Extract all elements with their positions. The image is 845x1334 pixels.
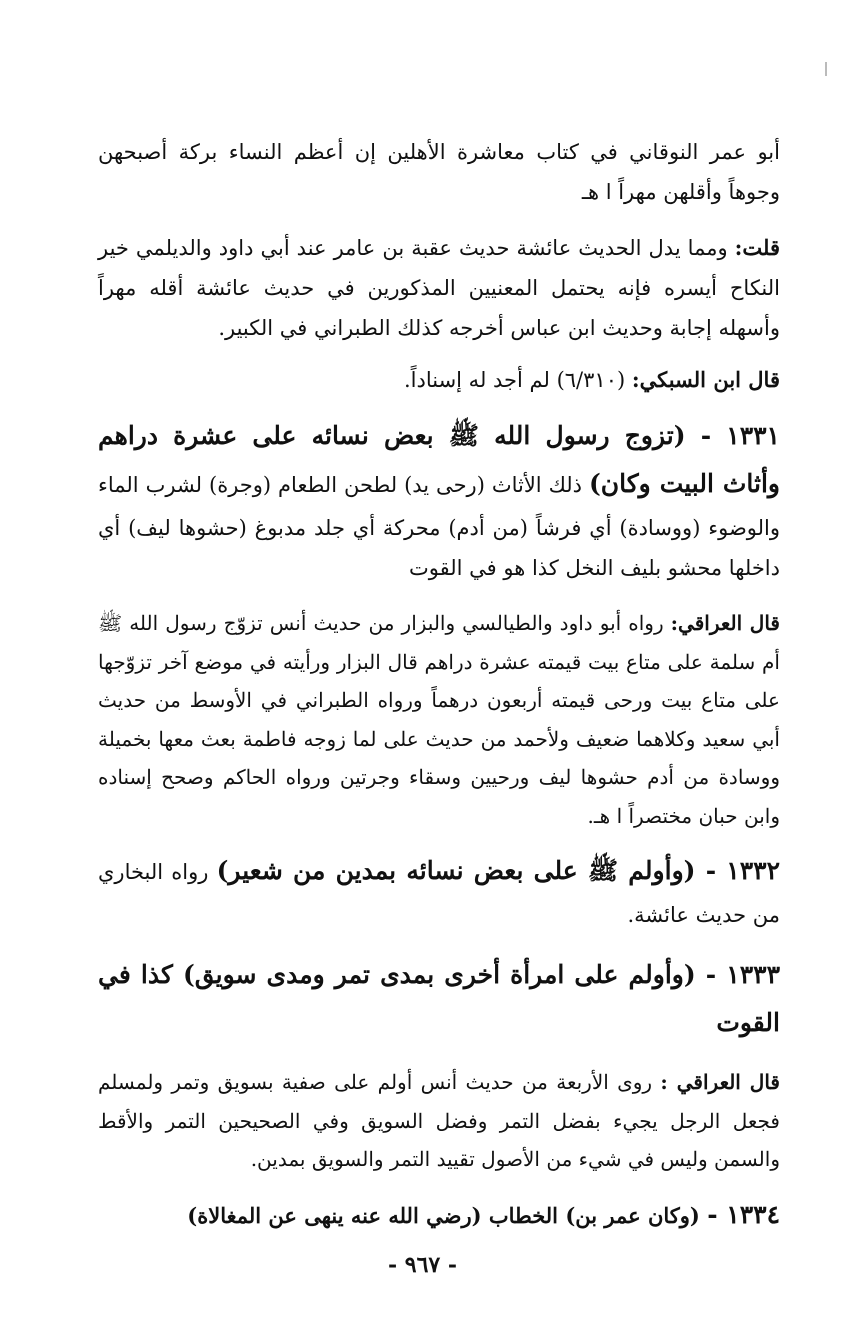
paragraph-iraqi-1-text: رواه أبو داود والطيالسي والبزار من حديث أنس تزوّج رسول الله ﷺ أم سلمة على متاع بيت قيمته عشرة دراهم قال البزار ورأيته في موضع آخر تزوّجها على متاع بيت ورحى قيمته أربعون درهماً ورواه الطبراني في الأوسط من حديث أبي سعيد وكلاهما ضعيف ولأحمد من حديث على لما زوجه فاطمة بعث معها بخميلة ووسادة من أدم حشوها ليف ورحيين وسقاء وجرتين ورواه الحاكم وصحح إسناده وابن حبان مختصراً ا هـ. [98, 611, 780, 828]
hadith-1333 [98, 951, 780, 1047]
paragraph-iraqi-1 [98, 604, 780, 835]
paragraph-2 [98, 228, 780, 348]
hadith-1331-text: ذلك الأثاث (رحى يد) لطحن الطعام (وجرة) لشرب الماء والوضوء (ووسادة) أي فرشاً (من أدم) محركة أي جلد مدبوغ (حشوها ليف) أي داخلها محشو بليف النخل كذا هو في القوت [98, 473, 780, 580]
paragraph-2-lead: قلت: [734, 235, 780, 260]
paragraph-2-text: ومما يدل الحديث عائشة حديث عقبة بن عامر عند أبي داود والديلمي خير النكاح أيسره فإنه يحتمل المعنيين المذكورين في حديث عائشة أقله مهراً وأسهله إجابة وحديث ابن عباس أخرجه كذلك الطبراني في الكبير. [98, 236, 780, 340]
hadith-1334-number: ١٣٣٤ - [707, 1199, 780, 1229]
page-number: - ٩٦٧ - [387, 1252, 458, 1278]
hadith-1332 [98, 847, 780, 935]
paragraph-1 [98, 132, 780, 212]
paragraph-1-text: أبو عمر النوقاني في كتاب معاشرة الأهلين إن أعظم النساء بركة أصبحهن وجوهاً وأقلهن مهراً ا هـ [98, 140, 780, 204]
margin-mark [825, 62, 827, 76]
hadith-1332-text: رواه البخاري من حديث عائشة. [98, 860, 780, 927]
page-body [98, 132, 780, 1236]
hadith-1332-number: ١٣٣٢ - [705, 856, 780, 885]
hadith-1331 [98, 412, 780, 588]
hadith-1331-heading: (تزوج رسول الله ﷺ بعض نسائه على عشرة دراهم وأثاث البيت وكان) [98, 421, 781, 498]
hadith-1332-heading: (وأولم ﷺ على بعض نسائه بمدين من شعير) [216, 856, 706, 885]
hadith-1333-number: ١٣٣٣ - [705, 960, 780, 989]
paragraph-3 [98, 360, 780, 400]
paragraph-iraqi-1-lead: قال العراقي: [670, 611, 780, 635]
hadith-1333-heading: (وأولم على امرأة أخرى بمدى تمر ومدى سويق) كذا في القوت [98, 960, 780, 1037]
paragraph-3-text: (٦/٣١٠) لم أجد له إسناداً. [403, 368, 632, 392]
hadith-1334 [98, 1195, 780, 1236]
paragraph-iraqi-2 [98, 1063, 780, 1179]
hadith-1334-heading: (وكان عمر بن) الخطاب (رضي الله عنه ينهى عن المغالاة) [187, 1202, 708, 1228]
paragraph-3-lead: قال ابن السبكي: [631, 367, 780, 392]
hadith-1331-number: ١٣٣١ - [700, 421, 780, 450]
paragraph-iraqi-2-lead: قال العراقي : [660, 1070, 780, 1094]
paragraph-iraqi-2-text: روى الأربعة من حديث أنس أولم على صفية بسويق وتمر ولمسلم فجعل الرجل يجيء بفضل التمر وفضل السويق وفي الصحيحين التمر والأقط والسمن وليس في شيء من الأصول تقييد التمر والسويق بمدين. [98, 1070, 780, 1171]
